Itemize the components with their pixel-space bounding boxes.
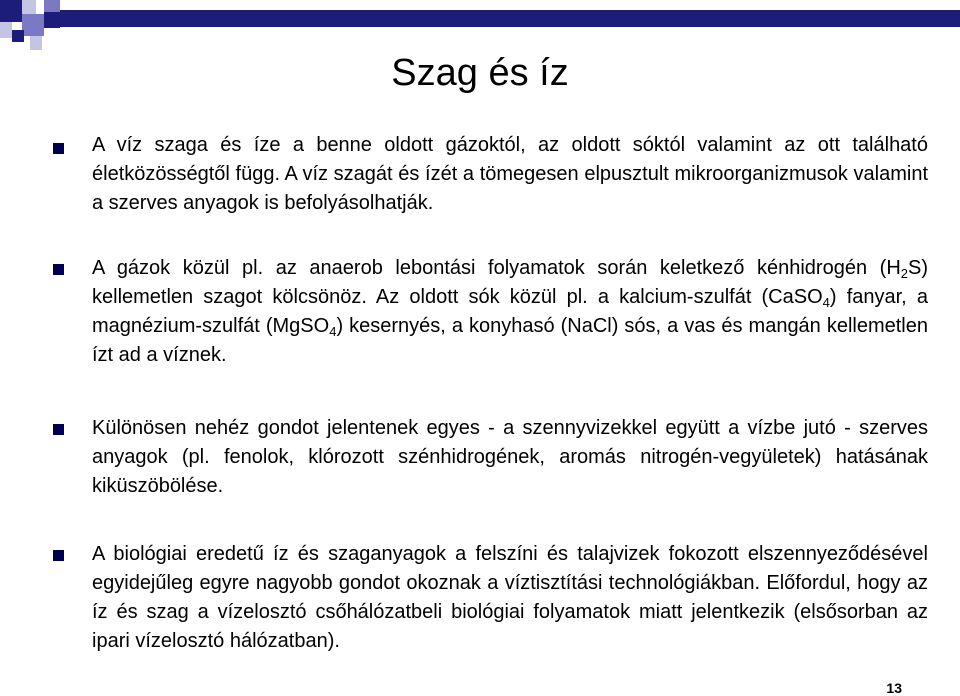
text-run: Különösen nehéz gondot jelentenek egyes - a szennyvizekkel együtt a vízbe jutó - szerves anyagok (pl. fenolok, klórozott szénhidrogének, aromás nitrogén-vegyületek) hatásának kiküszöbölése. (92, 417, 928, 497)
top-bar (60, 10, 960, 27)
text-run: A gázok közül pl. az anaerob lebontási folyamatok során keletkező kénhidrogén (H (92, 257, 901, 279)
decoration-square (22, 14, 44, 36)
subscript: 4 (822, 295, 830, 310)
bullet-paragraph-1 (92, 131, 928, 218)
decoration-square (0, 22, 12, 38)
bullet-square-icon (53, 424, 64, 435)
bullet-paragraph-2 (92, 254, 928, 370)
text-run: ) fanyar, a magnézium-szulfát (MgSO (92, 286, 929, 337)
decoration-square (0, 0, 22, 22)
slide-title: Szag és íz (391, 52, 569, 94)
decoration-square (12, 30, 24, 42)
bullet-square-icon (53, 264, 64, 275)
bullet-square-icon (53, 143, 64, 154)
bullet-paragraph-4 (92, 540, 928, 656)
decoration-square (44, 0, 60, 12)
text-run: A víz szaga és íze a benne oldott gázoktól, az oldott sóktól valamint az ott található életközösségtől függ. A víz szagát és ízét a tömegesen elpusztult mikroorganizmusok valamint a szerves anyagok is befolyásolhatják. (92, 134, 928, 214)
text-run: S) kellemetlen szagot kölcsönöz. Az oldott sók közül pl. a kalcium-szulfát (CaSO (92, 257, 928, 308)
decoration-square (44, 12, 60, 28)
text-run: A biológiai eredetű íz és szaganyagok a felszíni és talajvizek fokozott elszennyeződésével egyidejűleg egyre nagyobb gondot okoznak a víztisztítási technológiákban. Előfordul, hogy az íz és szag a vízelosztó csőhálózatbeli biológiai folyamatok miatt jelentkezik (elsősorban az ipari vízelosztó hálózatban). (92, 543, 928, 652)
subscript: 2 (900, 266, 908, 281)
text-run: ) kesernyés, a konyhasó (NaCl) sós, a vas és mangán kellemetlen ízt ad a víznek. (92, 315, 928, 366)
page-number: 13 (886, 680, 902, 696)
bullet-square-icon (53, 550, 64, 561)
bullet-paragraph-3 (92, 414, 928, 501)
decoration-square (22, 0, 36, 14)
subscript: 4 (329, 324, 337, 339)
